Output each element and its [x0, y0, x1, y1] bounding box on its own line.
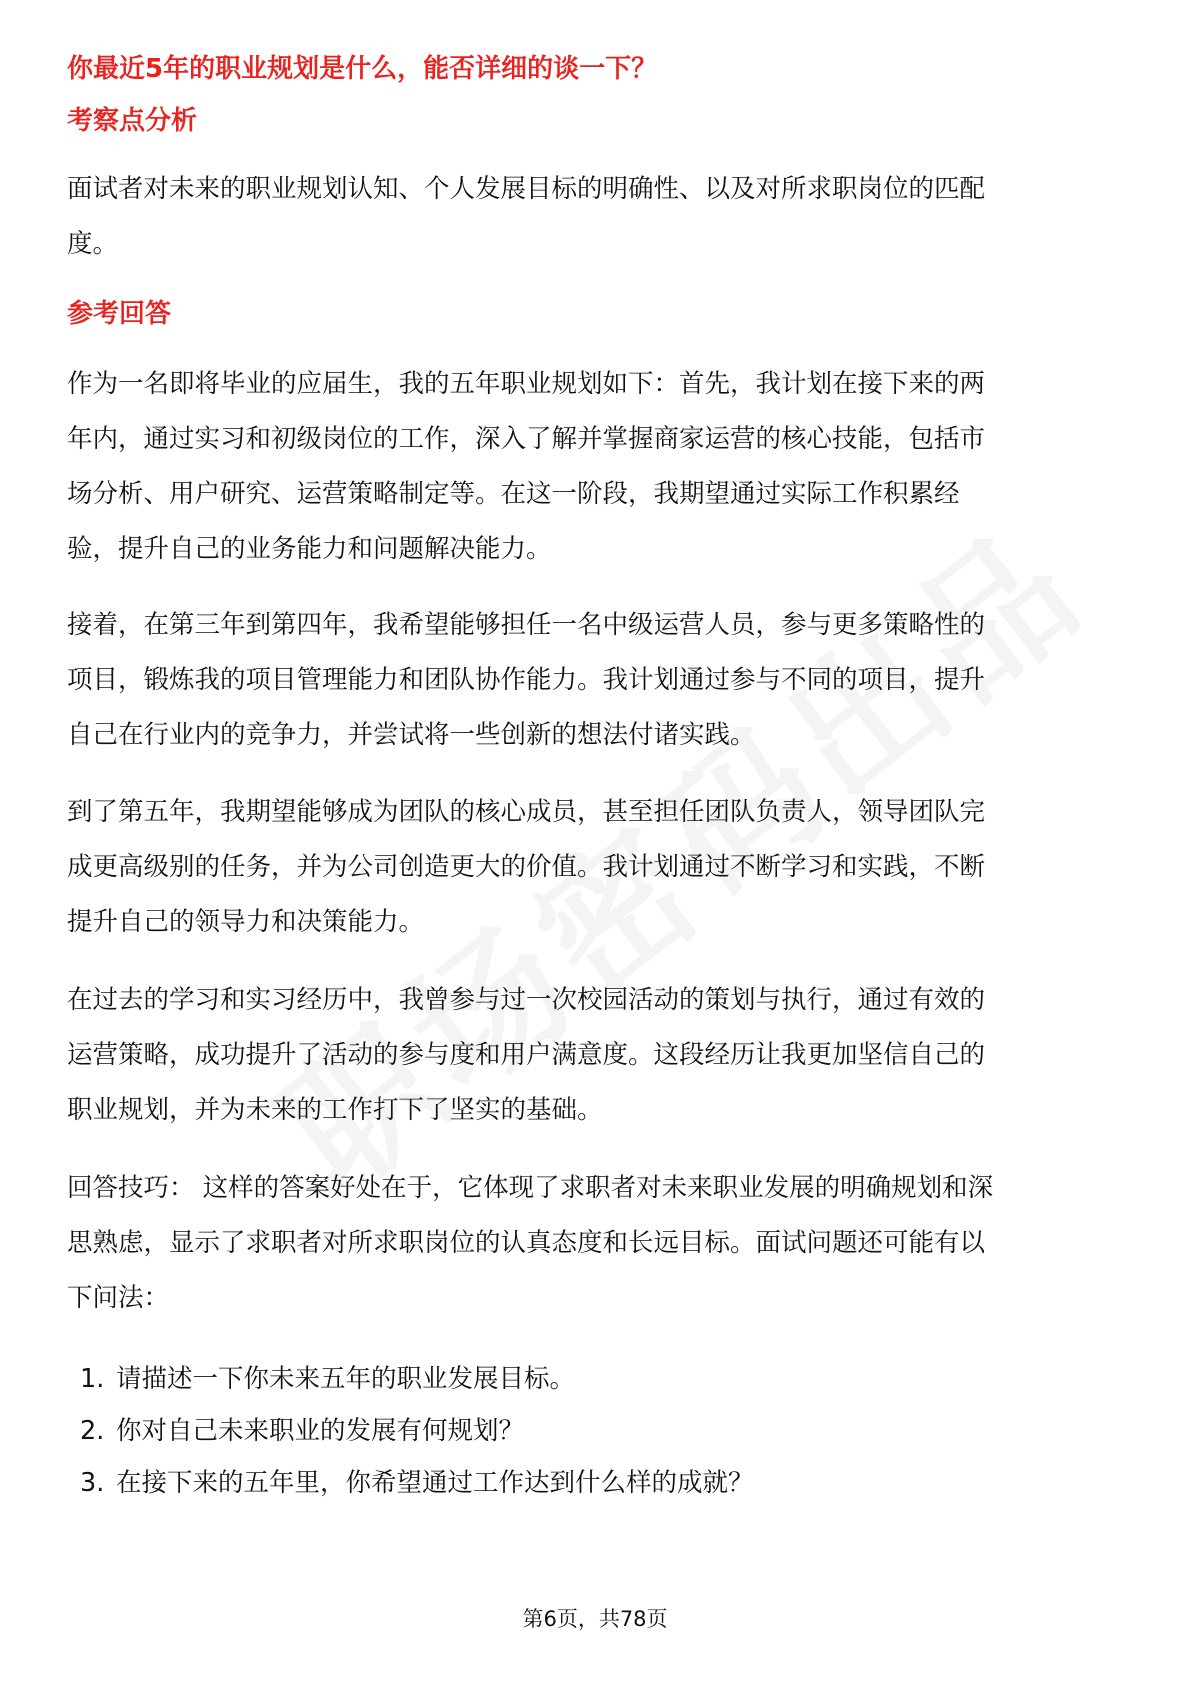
section-title-analysis: 考察点分析: [67, 106, 198, 136]
answer-paragraph-3: [67, 785, 1127, 950]
list-number: 2.: [80, 1416, 105, 1446]
list-item-text: 在接下来的五年里，你希望通过工作达到什么样的成就？: [116, 1468, 754, 1498]
answer-paragraph-1: [67, 357, 1127, 577]
list-item: [80, 1466, 754, 1500]
text-line: 接着，在第三年到第四年，我希望能够担任一名中级运营人员，参与更多策略性的: [67, 610, 986, 640]
text-line: 度。: [67, 229, 119, 259]
text-line: 场分析、用户研究、运营策略制定等。在这一阶段，我期望通过实际工作积累经: [67, 479, 960, 509]
answer-paragraph-4: [67, 973, 1127, 1138]
text-line: 职业规划，并为未来的工作打下了坚实的基础。: [67, 1095, 603, 1125]
text-line: 年内，通过实习和初级岗位的工作，深入了解并掌握商家运营的核心技能，包括市: [67, 424, 986, 454]
text-line: 思熟虑，显示了求职者对所求职岗位的认真态度和长远目标。面试问题还可能有以: [67, 1228, 986, 1258]
text-line: 到了第五年，我期望能够成为团队的核心成员，甚至担任团队负责人，领导团队完: [67, 797, 986, 827]
analysis-paragraph: [67, 162, 1127, 272]
text-line: 自己在行业内的竞争力，并尝试将一些创新的想法付诸实践。: [67, 720, 756, 750]
text-line: 下问法：: [67, 1283, 170, 1313]
question-heading: 你最近5年的职业规划是什么，能否详细的谈一下？: [67, 54, 658, 84]
section-title-answer: 参考回答: [67, 299, 172, 329]
list-number: 1.: [80, 1364, 105, 1394]
tips-paragraph: [67, 1161, 1127, 1326]
text-line: 成更高级别的任务，并为公司创造更大的价值。我计划通过不断学习和实践，不断: [67, 852, 986, 882]
text-line: 回答技巧： 这样的答案好处在于，它体现了求职者对未来职业发展的明确规划和深: [67, 1173, 994, 1203]
list-item: [80, 1362, 575, 1396]
text-line: 面试者对未来的职业规划认知、个人发展目标的明确性、以及对所求职岗位的匹配: [67, 174, 986, 204]
text-line: 运营策略，成功提升了活动的参与度和用户满意度。这段经历让我更加坚信自己的: [67, 1040, 986, 1070]
text-line: 提升自己的领导力和决策能力。: [67, 907, 425, 937]
list-number: 3.: [80, 1468, 105, 1498]
page-number-footer: 第6页，共78页: [522, 1607, 668, 1631]
list-item-text: 你对自己未来职业的发展有何规划？: [116, 1416, 525, 1446]
list-item: [80, 1414, 524, 1448]
text-line: 在过去的学习和实习经历中，我曾参与过一次校园活动的策划与执行，通过有效的: [67, 985, 986, 1015]
text-line: 项目，锻炼我的项目管理能力和团队协作能力。我计划通过参与不同的项目，提升: [67, 665, 986, 695]
answer-paragraph-2: [67, 598, 1127, 763]
list-item-text: 请描述一下你未来五年的职业发展目标。: [116, 1364, 576, 1394]
text-line: 验，提升自己的业务能力和问题解决能力。: [67, 534, 552, 564]
text-line: 作为一名即将毕业的应届生，我的五年职业规划如下：首先，我计划在接下来的两: [67, 369, 986, 399]
